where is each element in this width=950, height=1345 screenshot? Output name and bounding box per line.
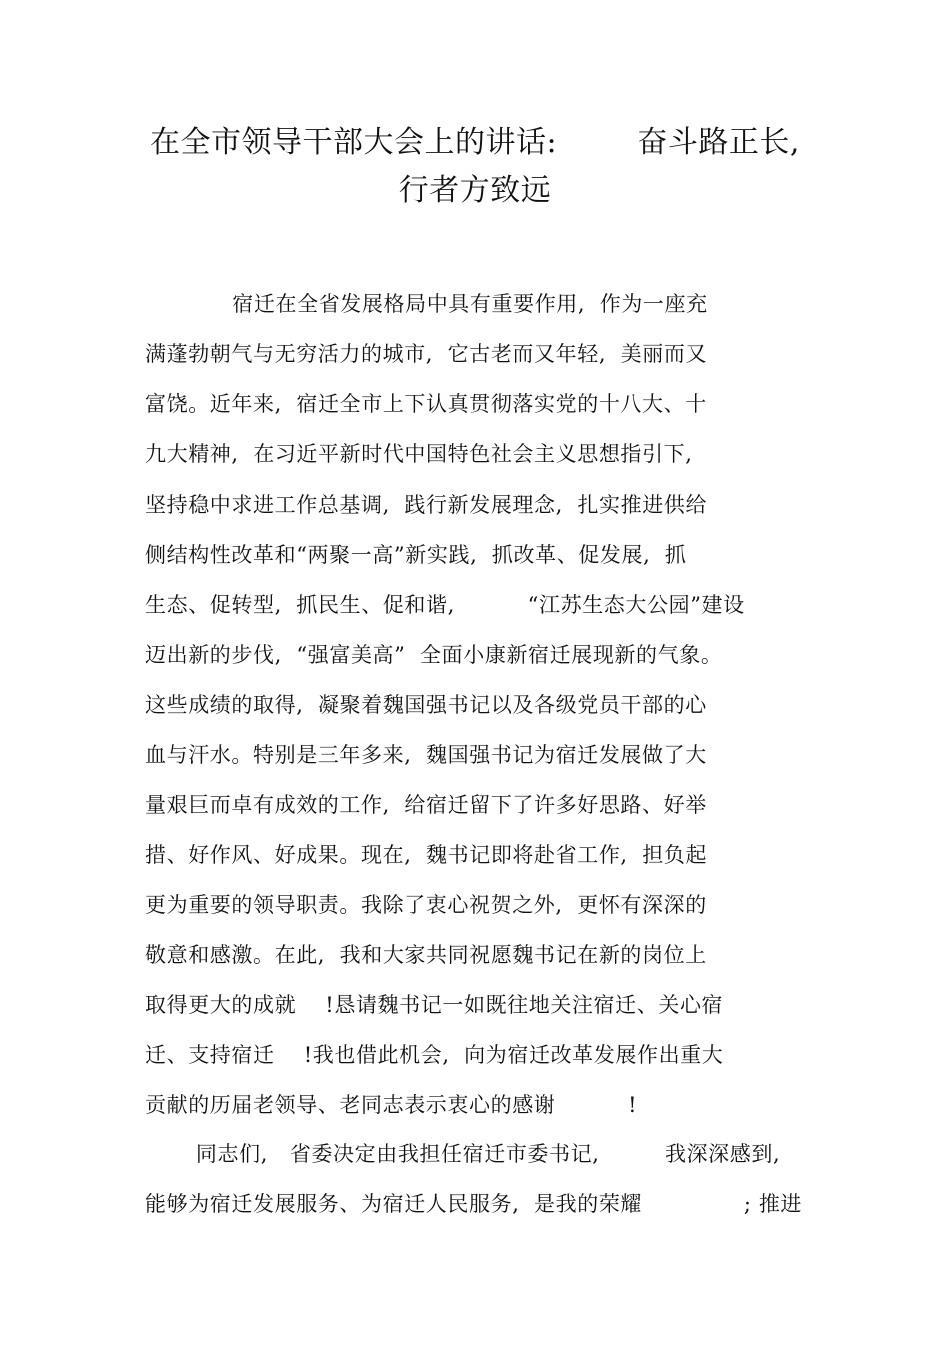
body-line: 这些成绩的取得, 凝聚着魏国强书记以及各级党员干部的心 [145,693,707,717]
body-line: 富饶。近年来, 宿迁全市上下认真贯彻落实党的十八大、十 [145,392,707,416]
body-line: 迈出新的步伐, “强富美高” 全面小康新宿迁展现新的气象。 [145,643,723,667]
body-line: 量艰巨而卓有成效的工作, 给宿迁留下了许多好思路、好举 [145,793,707,817]
document-title-line-1: 在全市领导干部大会上的讲话: 奋斗路正长, [150,125,800,160]
body-line: 九大精神, 在习近平新时代中国特色社会主义思想指引下, [145,442,693,466]
body-line: 坚持稳中求进工作总基调, 践行新发展理念, 扎实推进供给 [145,493,708,517]
body-line: 取得更大的成就 !恳请魏书记一如既往地关注宿迁、关心宿 [145,993,724,1017]
document-title-line-2: 行者方致远 [398,173,552,208]
body-line: 迁、支持宿迁 !我也借此机会, 向为宿迁改革发展作出重大 [145,1043,724,1067]
body-line: 血与汗水。特别是三年多来, 魏国强书记为宿迁发展做了大 [145,743,707,767]
body-line: 生态、促转型, 抓民生、促和谐, “江苏生态大公园”建设 [145,593,745,617]
body-line: 侧结构性改革和“两聚一高”新实践, 抓改革、促发展, 抓 [145,543,687,567]
body-line: 能够为宿迁发展服务、为宿迁人民服务, 是我的荣耀 ; 推进 [145,1192,803,1216]
body-line: 满蓬勃朝气与无穷活力的城市, 它古老而又年轻, 美丽而又 [145,342,708,366]
body-line: 措、好作风、好成果。现在, 魏书记即将赴省工作, 担负起 [145,843,708,867]
body-line: 敬意和感激。在此, 我和大家共同祝愿魏书记在新的岗位上 [145,943,707,967]
body-line: 同志们, 省委决定由我担任宿迁市委书记, 我深深感到, [145,1142,781,1166]
body-line: 贡献的历届老领导、老同志表示衷心的感谢 ! [145,1093,638,1117]
body-line: 更为重要的领导职责。我除了衷心祝贺之外, 更怀有深深的 [145,893,707,917]
body-line: 宿迁在全省发展格局中具有重要作用, 作为一座充 [145,292,708,316]
